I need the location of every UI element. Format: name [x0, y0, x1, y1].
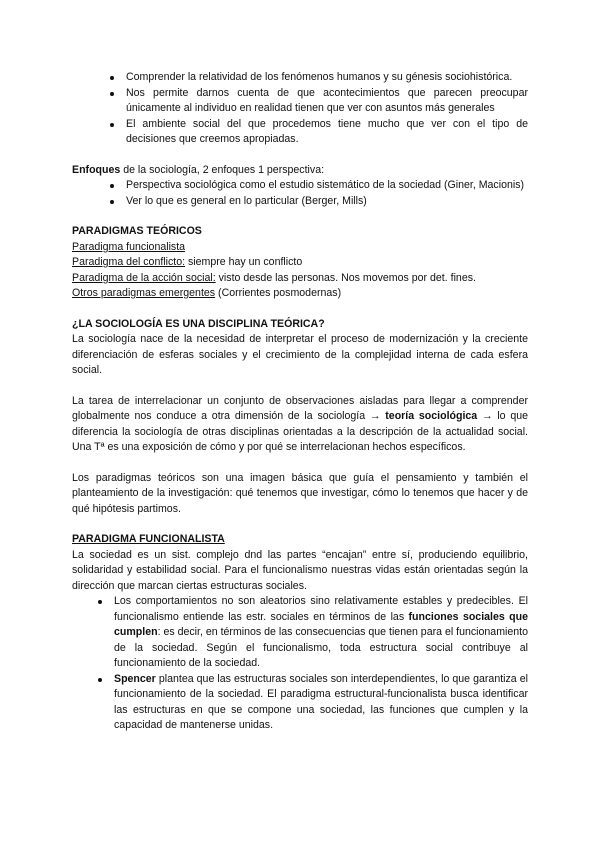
paradigmas-heading: PARADIGMAS TEÓRICOS: [72, 225, 202, 237]
disciplina-paragraph-1: La sociología nace de la necesidad de interpretar el proceso de modernización y la creciente diferenciación de esferas sociales y el crecimiento de la complejidad interna de cada esfera social.: [72, 333, 528, 376]
paradigma-line: Otros paradigmas emergentes (Corrientes posmodernas): [72, 287, 342, 299]
funcionalista-paragraph: La sociedad es un sist. complejo dnd las partes “encajan” entre sí, produciendo equilibrio, solidaridad y estabilidad social. Para el funcionalismo nuestras vidas están orientadas según la dirección que marcan ciertas estructuras sociales.: [72, 548, 528, 592]
disciplina-paragraph-3: Los paradigmas teóricos son una imagen básica que guía el pensamiento y también el planteamiento de la investigación: qué tenemos que investigar, cómo lo tenemos que hacer y de qué hipótesis partimos.: [72, 471, 528, 515]
list-item: El ambiente social del que procedemos tiene mucho que ver con el tipo de decisiones que creemos apropiadas.: [126, 117, 528, 148]
enfoques-paragraph: Enfoques de la sociología, 2 enfoques 1 perspectiva:: [72, 163, 325, 176]
enfoques-bullet-list: [72, 178, 528, 209]
list-item: Comprender la relatividad de los fenómenos humanos y su génesis sociohistórica.: [126, 70, 528, 86]
enfoques-label: Enfoques: [72, 163, 121, 176]
list-item: Ver lo que es general en lo particular (Berger, Mills): [126, 194, 528, 210]
bullet-icon: [110, 123, 114, 127]
paradigma-line: Paradigma funcionalista: [72, 240, 186, 253]
paradigma-line: Paradigma de la acción social: visto desde las personas. Nos movemos por det. fines.: [72, 271, 476, 284]
funcionalista-bullet-list: [72, 594, 528, 734]
disciplina-paragraph-2: La tarea de interrelacionar un conjunto de observaciones aisladas para llegar a comprender globalmente nos conduce a otra dimensión de la sociología → teoría sociológica → lo que diferencia la sociología de otras disciplinas orientadas a la descripción de la actualidad social. Una Tª es una exposición de cómo y por qué se interrelacionan hechos específicos.: [72, 394, 528, 453]
list-item: Perspectiva sociológica como el estudio sistemático de la sociedad (Giner, Macionis): [126, 178, 528, 194]
bullet-icon: [110, 200, 114, 204]
funcionalista-heading: PARADIGMA FUNCIONALISTA: [72, 533, 225, 545]
bullet-icon: [110, 76, 114, 80]
paradigma-line: Paradigma del conflicto: siempre hay un conflicto: [72, 256, 303, 268]
list-item: Spencer plantea que las estructuras sociales son interdependientes, lo que garantiza el funcionamiento de la sociedad. El paradigma estructural-funcionalista busca identificar las estructuras en que se compone una sociedad, las funciones que cumplen y la capacidad de mantenerse unidas.: [114, 672, 528, 734]
list-item: Los comportamientos no son aleatorios sino relativamente estables y predecibles. El funcionalismo entiende las estr. sociales en términos de las funciones sociales que cumplen: es decir, en términos de las consecuencias que tienen para el funcionamiento de la sociedad. Según el funcionalismo, toda estructura social contribuye al funcionamiento de la sociedad.: [114, 594, 528, 672]
bullet-icon: [98, 678, 102, 682]
bullet-icon: [98, 600, 102, 604]
list-item: Nos permite darnos cuenta de que acontecimientos que parecen preocupar únicamente al individuo en realidad tienen que ver con asuntos más generales: [126, 86, 528, 117]
intro-bullet-list: [72, 70, 528, 148]
bullet-icon: [110, 92, 114, 96]
bullet-icon: [110, 184, 114, 188]
disciplina-heading: ¿LA SOCIOLOGÍA ES UNA DISCIPLINA TEÓRICA?: [72, 317, 325, 330]
page-content: [72, 70, 528, 734]
